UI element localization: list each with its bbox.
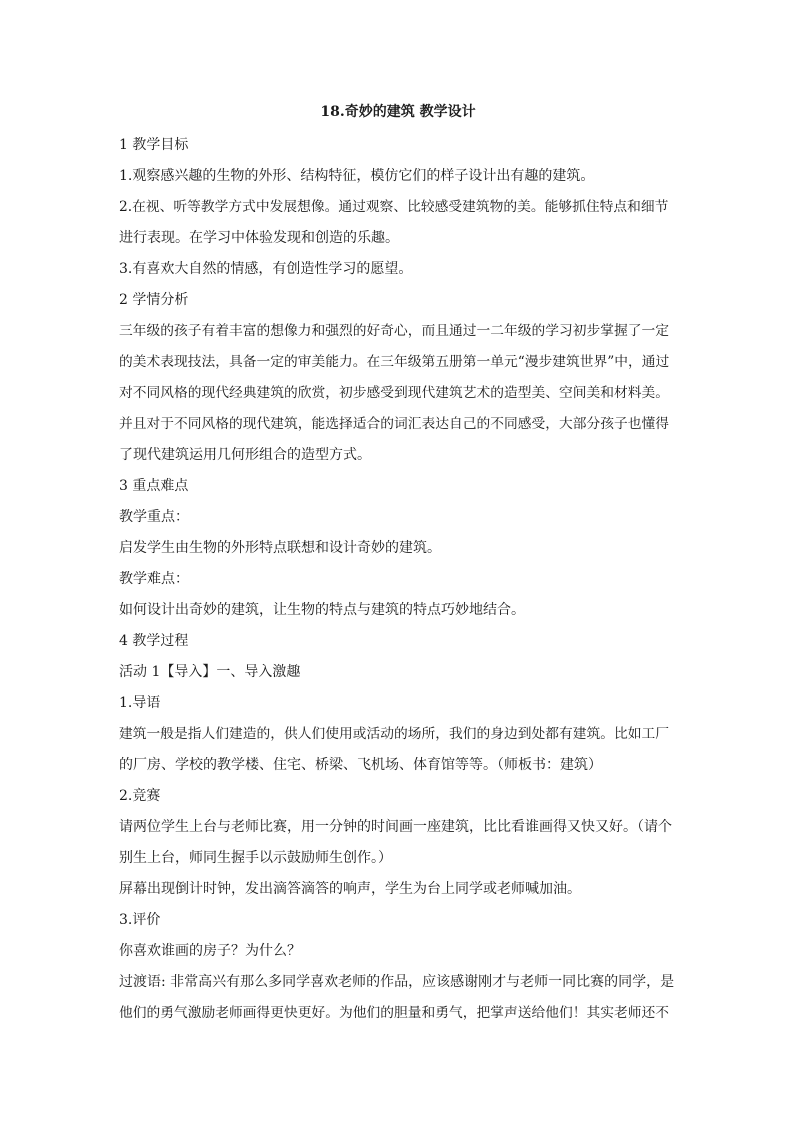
- body-line: 教学重点：: [119, 509, 189, 525]
- body-line: 启发学生由生物的外形特点联想和设计奇妙的建筑。: [119, 540, 441, 556]
- body-line: 对不同风格的现代经典建筑的欣赏，初步感受到现代建筑艺术的造型美、空间美和材料美。: [119, 385, 670, 401]
- body-line: 2 学情分析: [119, 292, 189, 308]
- body-line: 如何设计出奇妙的建筑，让生物的特点与建筑的特点巧妙地结合。: [119, 602, 525, 618]
- body-line: 活动 1【导入】一、导入激趣: [119, 664, 301, 680]
- body-line: 你喜欢谁画的房子？为什么？: [119, 943, 301, 959]
- body-line: 建筑一般是指人们建造的，供人们使用或活动的场所，我们的身边到处都有建筑。比如工厂: [119, 726, 670, 742]
- body-line: 并且对于不同风格的现代建筑，能选择适合的词汇表达自己的不同感受，大部分孩子也懂得: [119, 416, 670, 432]
- body-line: 3 重点难点: [119, 478, 189, 494]
- body-line: 的厂房、学校的教学楼、住宅、桥梁、飞机场、体育馆等等。（师板书：建筑）: [119, 757, 602, 773]
- body-line: 教学难点：: [119, 571, 189, 587]
- body-line: 1.观察感兴趣的生物的外形、结构特征，模仿它们的样子设计出有趣的建筑。: [119, 168, 595, 184]
- body-line: 请两位学生上台与老师比赛，用一分钟的时间画一座建筑，比比看谁画得又快又好。（请个: [119, 819, 672, 835]
- body-line: 的美术表现技法，具备一定的审美能力。在三年级第五册第一单元“漫步建筑世界”中，通过: [119, 354, 670, 370]
- body-line: 3.评价: [119, 912, 161, 928]
- body-line: 3.有喜欢大自然的情感，有创造性学习的愿望。: [119, 261, 413, 277]
- body-line: 1 教学目标: [119, 137, 189, 153]
- body-line: 了现代建筑运用几何形组合的造型方式。: [119, 447, 371, 463]
- body-line: 4 教学过程: [119, 633, 189, 649]
- document-title: 18.奇妙的建筑 教学设计: [320, 104, 476, 120]
- document-body: [119, 130, 677, 1029]
- body-line: 他们的勇气激励老师画得更快更好。为他们的胆量和勇气，把掌声送给他们！其实老师还不: [119, 1005, 670, 1021]
- body-line: 三年级的孩子有着丰富的想像力和强烈的好奇心，而且通过一二年级的学习初步掌握了一定: [119, 323, 670, 339]
- body-line: 屏幕出现倒计时钟，发出滴答滴答的响声，学生为台上同学或老师喊加油。: [119, 881, 581, 897]
- body-line: 2.竞赛: [119, 788, 161, 804]
- body-line: 别生上台，师同生握手以示鼓励师生创作。）: [119, 850, 392, 866]
- body-line: 进行表现。在学习中体验发现和创造的乐趣。: [119, 230, 399, 246]
- document-page: [119, 102, 677, 1029]
- body-line: 过渡语: 非常高兴有那么多同学喜欢老师的作品，应该感谢刚才与老师一同比赛的同学，是: [119, 974, 675, 990]
- body-line: 2.在视、听等教学方式中发展想像。通过观察、比较感受建筑物的美。能够抓住特点和细节: [119, 199, 669, 215]
- body-line: 1.导语: [119, 695, 161, 711]
